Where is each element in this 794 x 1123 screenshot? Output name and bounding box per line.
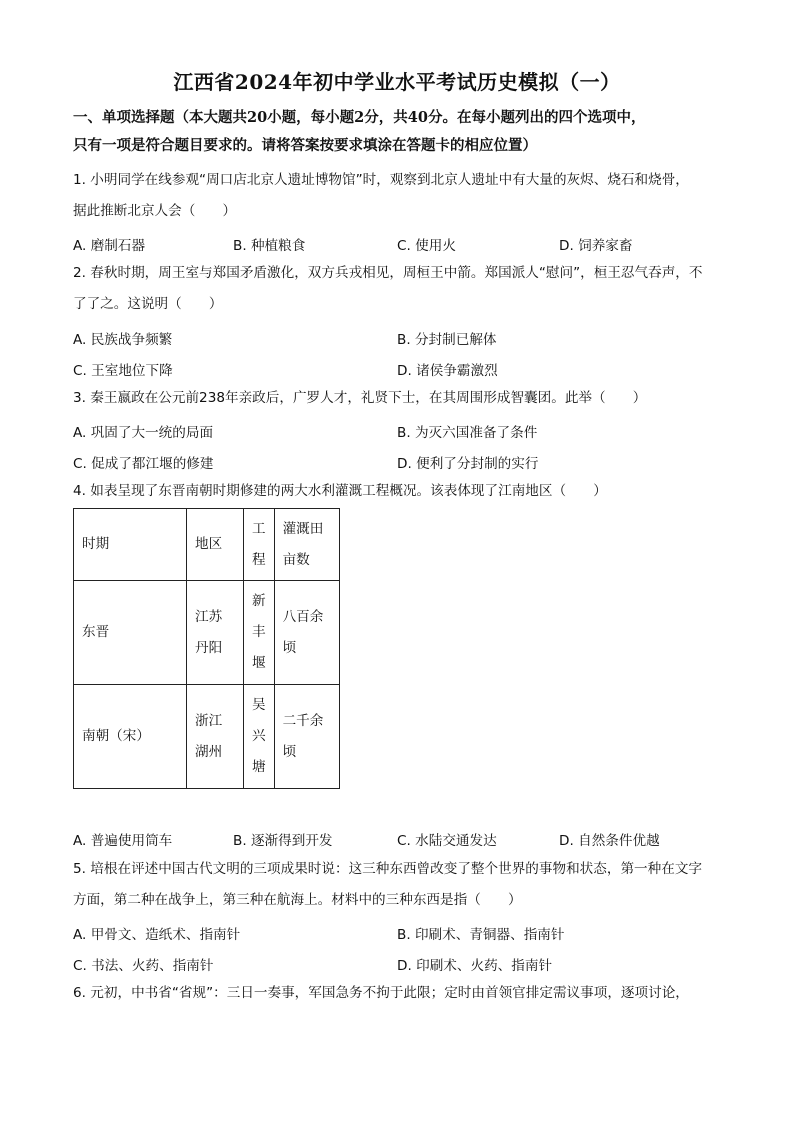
option-a[interactable]: A. 民族战争频繁: [73, 332, 173, 348]
option-b[interactable]: B. 印刷术、青铜器、指南针: [397, 927, 565, 943]
section-heading: [73, 104, 723, 160]
question-stem-line: 3. 秦王嬴政在公元前238年亲政后，广罗人才，礼贤下士，在其周围形成智囊团。此举（ ）: [73, 390, 647, 406]
question-3-options-row-2: [73, 452, 723, 476]
table-cell: 新丰堰: [244, 581, 275, 685]
question-4: [73, 476, 723, 507]
table-row: [74, 581, 340, 685]
table-row: [74, 685, 340, 789]
option-a[interactable]: A. 巩固了大一统的局面: [73, 425, 214, 441]
section-line-1: 一、单项选择题（本大题共20小题，每小题2分，共40分。在每小题列出的四个选项中，: [73, 109, 646, 126]
question-2-options-row-2: [73, 359, 723, 383]
option-c[interactable]: C. 王室地位下降: [73, 363, 173, 379]
table-cell: 南朝（宋）: [74, 685, 187, 789]
table-cell: 东晋: [74, 581, 187, 685]
question-stem-line: 4. 如表呈现了东晋南朝时期修建的两大水利灌溉工程概况。该表体现了江南地区（ ）: [73, 483, 607, 499]
table-header: 地区: [187, 509, 244, 581]
table-cell: 吴兴塘: [244, 685, 275, 789]
question-stem-line: 了了之。这说明（ ）: [73, 296, 223, 312]
option-b[interactable]: B. 分封制已解体: [397, 332, 497, 348]
question-5: [73, 854, 723, 916]
question-1-options: [73, 234, 723, 258]
question-4-options: [73, 829, 723, 853]
question-stem-line: 方面，第二种在战争上，第三种在航海上。材料中的三种东西是指（ ）: [73, 892, 522, 908]
table-header: 工程: [244, 509, 275, 581]
table-cell: 八百余顷: [274, 581, 339, 685]
question-stem-line: 6. 元初，中书省“省规”：三日一奏事，军国急务不拘于此限；定时由首领官排定需议事项，逐项讨论，: [73, 985, 689, 1001]
option-b[interactable]: B. 种植粮食: [233, 238, 306, 254]
option-c[interactable]: C. 使用火: [397, 238, 456, 254]
option-d[interactable]: D. 饲养家畜: [559, 238, 633, 254]
table-header: 灌溉田亩数: [274, 509, 339, 581]
page-title: 江西省2024年初中学业水平考试历史模拟（一）: [173, 70, 621, 94]
table-header: 时期: [74, 509, 187, 581]
question-5-options-row-1: [73, 923, 723, 947]
option-d[interactable]: D. 印刷术、火药、指南针: [397, 958, 553, 974]
table-header-row: [74, 509, 340, 581]
option-a[interactable]: A. 甲骨文、造纸术、指南针: [73, 927, 241, 943]
irrigation-table: [73, 508, 340, 789]
table-cell: 浙江湖州: [187, 685, 244, 789]
question-3: [73, 383, 723, 414]
option-d[interactable]: D. 诸侯争霸激烈: [397, 363, 498, 379]
section-line-2: 只有一项是符合题目要求的。请将答案按要求填涂在答题卡的相应位置）: [73, 137, 537, 154]
option-c[interactable]: C. 水陆交通发达: [397, 833, 497, 849]
question-stem-line: 5. 培根在评述中国古代文明的三项成果时说：这三种东西曾改变了整个世界的事物和状态，第一种在文字: [73, 861, 703, 877]
question-1: [73, 165, 723, 227]
option-a[interactable]: A. 磨制石器: [73, 238, 146, 254]
question-3-options-row-1: [73, 421, 723, 445]
question-2-options-row-1: [73, 328, 723, 352]
question-5-options-row-2: [73, 954, 723, 978]
option-a[interactable]: A. 普遍使用筒车: [73, 833, 173, 849]
option-c[interactable]: C. 促成了都江堰的修建: [73, 456, 214, 472]
option-b[interactable]: B. 为灭六国准备了条件: [397, 425, 538, 441]
option-b[interactable]: B. 逐渐得到开发: [233, 833, 333, 849]
option-d[interactable]: D. 自然条件优越: [559, 833, 660, 849]
option-c[interactable]: C. 书法、火药、指南针: [73, 958, 214, 974]
question-stem-line: 1. 小明同学在线参观“周口店北京人遗址博物馆”时，观察到北京人遗址中有大量的灰烬、烧石和烧骨，: [73, 172, 689, 188]
question-stem-line: 据此推断北京人会（ ）: [73, 203, 237, 219]
question-2: [73, 258, 723, 320]
question-stem-line: 2. 春秋时期，周王室与郑国矛盾激化，双方兵戎相见，周桓王中箭。郑国派人“慰问”，桓王忍气吞声，不: [73, 265, 703, 281]
question-6: [73, 978, 723, 1009]
option-d[interactable]: D. 便利了分封制的实行: [397, 456, 539, 472]
table-cell: 二千余顷: [274, 685, 339, 789]
table-cell: 江苏丹阳: [187, 581, 244, 685]
